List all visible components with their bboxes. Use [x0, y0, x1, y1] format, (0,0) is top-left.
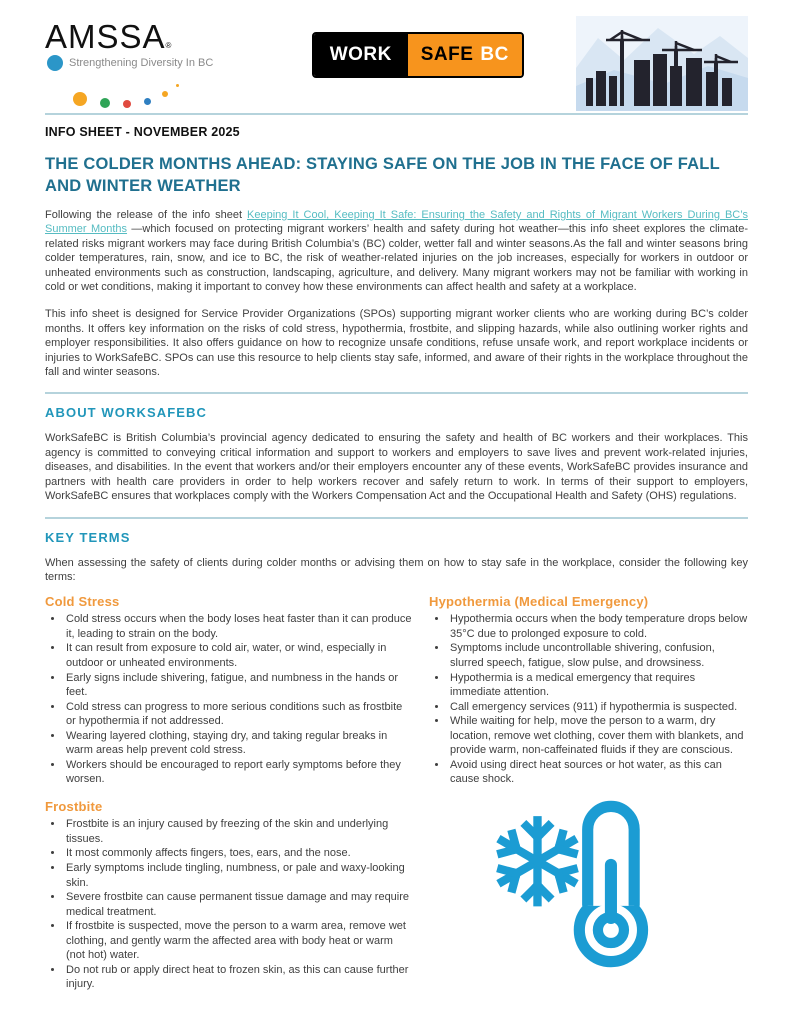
- amssa-arc-dot: [176, 84, 179, 87]
- amssa-arc-dot: [100, 98, 110, 108]
- info-sheet-label: INFO SHEET - NOVEMBER 2025: [45, 125, 240, 139]
- bullet-item: • Symptoms include uncontrollable shivering, confusion, slurred speech, fatigue, slow pulse, and drowsiness.: [448, 641, 748, 670]
- about-worksafebc-heading: ABOUT WORKSAFEBC: [45, 405, 208, 421]
- amssa-logo: [45, 20, 260, 112]
- amssa-name: AMSSA: [45, 18, 166, 55]
- thermometer-snowflake-icon: [491, 798, 663, 970]
- bullet-item: • While waiting for help, move the person to a warm, dry location, remove wet clothing, cover them with blankets, and provide warm, non-caffeinated fluids if they are conscious.: [448, 714, 748, 757]
- hypothermia-list: [429, 612, 748, 786]
- hypothermia-heading: Hypothermia (Medical Emergency): [429, 594, 649, 610]
- bullet-item: • Do not rub or apply direct heat to frozen skin, as this can cause further injury.: [64, 963, 413, 992]
- worksafebc-safe-label: SAFE: [420, 44, 474, 65]
- amssa-arc-dot: [144, 98, 151, 105]
- worksafebc-logo: [312, 32, 524, 78]
- about-worksafebc-paragraph: WorkSafeBC is British Columbia’s provincial agency dedicated to ensuring the safety and health of BC workers and their workplaces. This agency is committed to conveying critical information and support to workers and employers to save lives and prevent work-related injuries, diseases, and disabilities. In the event that workers and/or their employers encounter any of these events, WorkSafeBC provides insurance and partners with health care providers in order to help workers recover and safely return to work. In terms of their support to employers, WorkSafeBC ensures that workplaces comply with the Workers Compensation Act and the Occupational Health and Safety (OHS) regulations.: [45, 432, 748, 503]
- section-divider: [45, 517, 748, 519]
- page-title: THE COLDER MONTHS AHEAD: STAYING SAFE ON THE JOB IN THE FACE OF FALL AND WINTER WEATHER: [45, 155, 720, 195]
- bullet-item: • Hypothermia is a medical emergency that requires immediate attention.: [448, 671, 748, 700]
- worksafebc-work-label: WORK: [329, 44, 392, 65]
- key-terms-columns: [45, 594, 748, 992]
- amssa-registered-mark: ®: [165, 41, 172, 50]
- amssa-tagline: Strengthening Diversity In BC: [69, 57, 214, 69]
- amssa-arc-dot: [162, 91, 168, 97]
- frostbite-list: [45, 817, 413, 991]
- amssa-wordmark: [45, 20, 260, 53]
- intro-text-before-link: Following the release of the info sheet: [45, 209, 248, 221]
- bullet-item: • It most commonly affects fingers, toes, ears, and the nose.: [64, 846, 413, 860]
- bullet-item: • Avoid using direct heat sources or hot water, as this can cause shock.: [448, 758, 748, 787]
- bullet-item: • Frostbite is an injury caused by freezing of the skin and underlying tissues.: [64, 817, 413, 846]
- key-terms-left-column: [45, 594, 413, 992]
- bullet-item: • Early signs include shivering, fatigue, and numbness in the hands or feet.: [64, 671, 413, 700]
- section-divider: [45, 392, 748, 394]
- bullet-item: • Call emergency services (911) if hypothermia is suspected.: [448, 700, 748, 714]
- page-header: [45, 14, 748, 111]
- intro-text-after-link: —which focused on protecting migrant workers’ health and safety during hot weather—this info sheet explores the climate-related risks migrant workers may face during British Columbia’s (BC) colder, wetter fall and winter seasons.As the fall and winter seasons bring colder temperatures, rain, snow, and ice to BC, the risk of weather-related injuries on the job increases, especially for workers in outdoor or unheated environments such as construction, landscaping, agriculture, and delivery. Many migrant workers may not be familiar with working in cold or wet conditions, making it important to convey how these environments can affect health and safety at a workplace.: [45, 223, 748, 294]
- purpose-paragraph: This info sheet is designed for Service Provider Organizations (SPOs) supporting migrant worker clients who are working during BC’s colder months. It offers key information on the risks of cold stress, hypothermia, frostbite, and slipping hazards, while also outlining worker rights and employer responsibilities. It also offers guidance on how to recognize unsafe conditions, refuse unsafe work, and report workplace incidents or injuries to WorkSafeBC. SPOs can use this resource to help clients stay safe, informed, and aware of their rights in the workplace throughout the fall and winter seasons.: [45, 308, 748, 379]
- amssa-arc-dot: [123, 100, 131, 108]
- bullet-item: • Early symptoms include tingling, numbness, or pale and waxy-looking skin.: [64, 861, 413, 890]
- amssa-arc-dot: [73, 92, 87, 106]
- summer-months-info-sheet-link[interactable]: Keeping It Cool, Keeping It Safe: Ensuring the Safety and Rights of Migrant Workers During BC’s Summer Months: [45, 209, 748, 236]
- cold-stress-heading: Cold Stress: [45, 594, 120, 610]
- key-terms-heading: KEY TERMS: [45, 529, 131, 545]
- construction-cranes-illustration: [576, 16, 748, 111]
- amssa-blue-dot: [47, 55, 63, 71]
- intro-paragraph: [45, 208, 748, 294]
- worksafebc-bc-label: BC: [480, 44, 509, 65]
- bullet-item: • Cold stress occurs when the body loses heat faster than it can produce it, leading to strain on the body.: [64, 612, 413, 641]
- bullet-item: • Cold stress can progress to more serious conditions such as frostbite or hypothermia if not addressed.: [64, 700, 413, 729]
- bullet-item: • Hypothermia occurs when the body temperature drops below 35°C due to prolonged exposure to cold.: [448, 612, 748, 641]
- bullet-item: • It can result from exposure to cold air, water, or wind, especially in outdoor or unheated environments.: [64, 641, 413, 670]
- frostbite-heading: Frostbite: [45, 799, 103, 815]
- key-terms-intro: When assessing the safety of clients during colder months or advising them on how to stay safe in the workplace, consider the following key terms:: [45, 556, 748, 583]
- header-divider: [45, 113, 748, 115]
- key-terms-right-column: [429, 594, 748, 992]
- bullet-item: • If frostbite is suspected, move the person to a warm area, remove wet clothing, and gently warm the affected area with body heat or warm (not hot) water.: [64, 919, 413, 962]
- bullet-item: • Severe frostbite can cause permanent tissue damage and may require medical treatment.: [64, 890, 413, 919]
- frostbite-block: [45, 799, 413, 991]
- thermometer-icon-wrap: [429, 798, 748, 975]
- cold-stress-list: [45, 612, 413, 786]
- bullet-item: • Wearing layered clothing, staying dry, and taking regular breaks in warm areas help prevent cold stress.: [64, 729, 413, 758]
- bullet-item: • Workers should be encouraged to report early symptoms before they worsen.: [64, 758, 413, 787]
